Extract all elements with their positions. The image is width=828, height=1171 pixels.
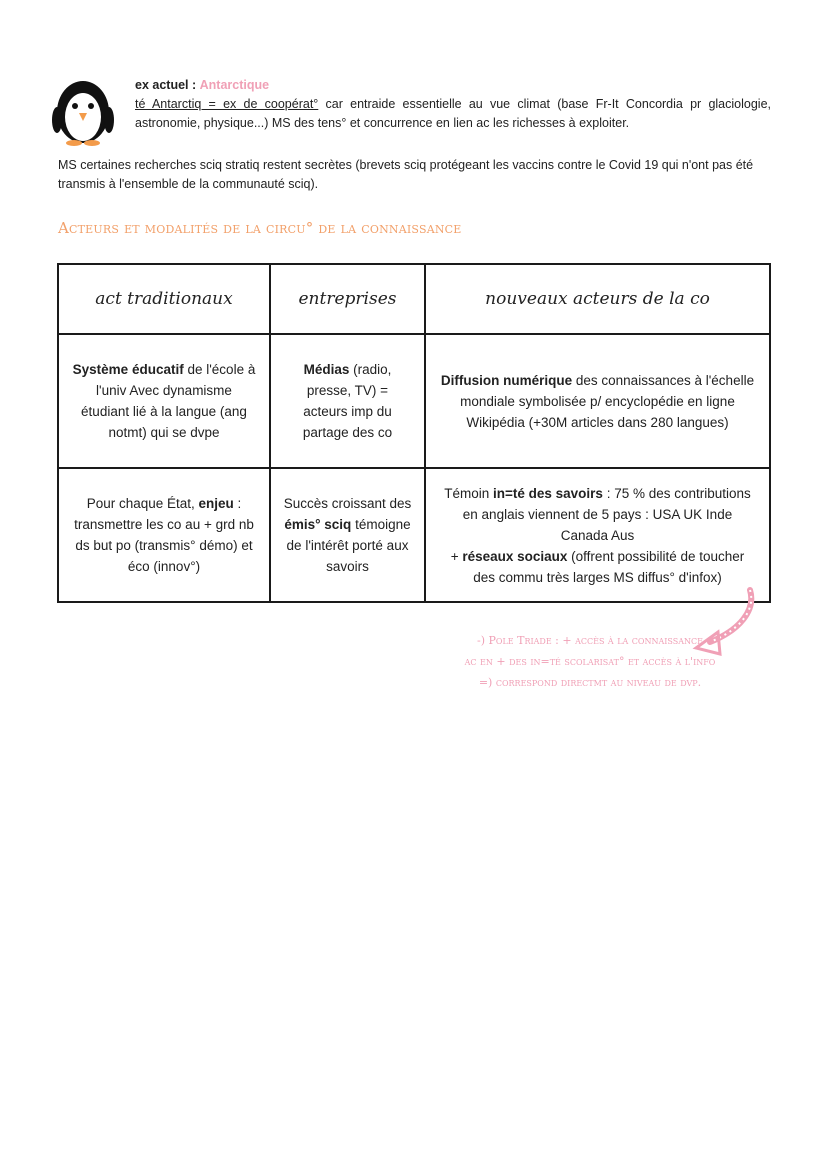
cell-media: Médias (radio, presse, TV) = acteurs imp du partage des co (270, 334, 425, 468)
example-underlined: té Antarctiq = ex de coopérat° (135, 97, 319, 111)
example-text: car entraide essentielle au vue climat (base Fr-It Concordia pr glaciologie, astronomie, physique...) MS des tens° et concurrence en lien ac les richesses à exploiter. (135, 97, 771, 130)
table-header-row (58, 264, 770, 334)
example-block (135, 76, 771, 133)
example-label: ex actuel : (135, 78, 197, 92)
header-new-actors: nouveaux acteurs de la co (425, 264, 770, 334)
handwritten-note (440, 630, 740, 693)
note-line-2: ac en + des in=té scolarisat° et accès à l'info (464, 655, 716, 668)
table-row (58, 334, 770, 468)
cell-scientific-shows: Succès croissant des émis° sciq témoigne de l'intérêt porté aux savoirs (270, 468, 425, 602)
note-line-1: -) Pole Triade : + accès à la connaissance (477, 634, 703, 647)
example-place: Antarctique (199, 78, 270, 92)
header-companies: entreprises (270, 264, 425, 334)
actors-table (57, 263, 771, 603)
table-row (58, 468, 770, 602)
cell-education: Système éducatif de l'école à l'univ Avec dynamisme étudiant lié à la langue (ang notmt) qui se dvpe (58, 334, 270, 468)
header-traditional: act traditionaux (58, 264, 270, 334)
cell-inequality: Témoin in=té des savoirs : 75 % des contributions en anglais viennent de 5 pays : USA UK Inde Canada Aus + réseaux sociaux (offrent possibilité de toucher des commu très larges MS diffus° d'infox) (425, 468, 770, 602)
cell-digital: Diffusion numérique des connaissances à l'échelle mondiale symbolisée p/ encyclopédie en ligne Wikipédia (+30M articles dans 280 langues) (425, 334, 770, 468)
penguin-icon (48, 70, 118, 146)
cell-state-stake: Pour chaque État, enjeu : transmettre les co au + grd nb ds but po (transmis° démo) et éco (innov°) (58, 468, 270, 602)
ms-paragraph: MS certaines recherches sciq stratiq restent secrètes (brevets sciq protégeant les vaccins contre le Covid 19 qui n'ont pas été transmis à l'ensemble de la communauté sciq). (58, 158, 754, 191)
note-line-3: =) correspond directmt au niveau de dvp. (478, 676, 702, 689)
section-title: Acteurs et modalités de la circu° de la connaissance (58, 219, 462, 237)
